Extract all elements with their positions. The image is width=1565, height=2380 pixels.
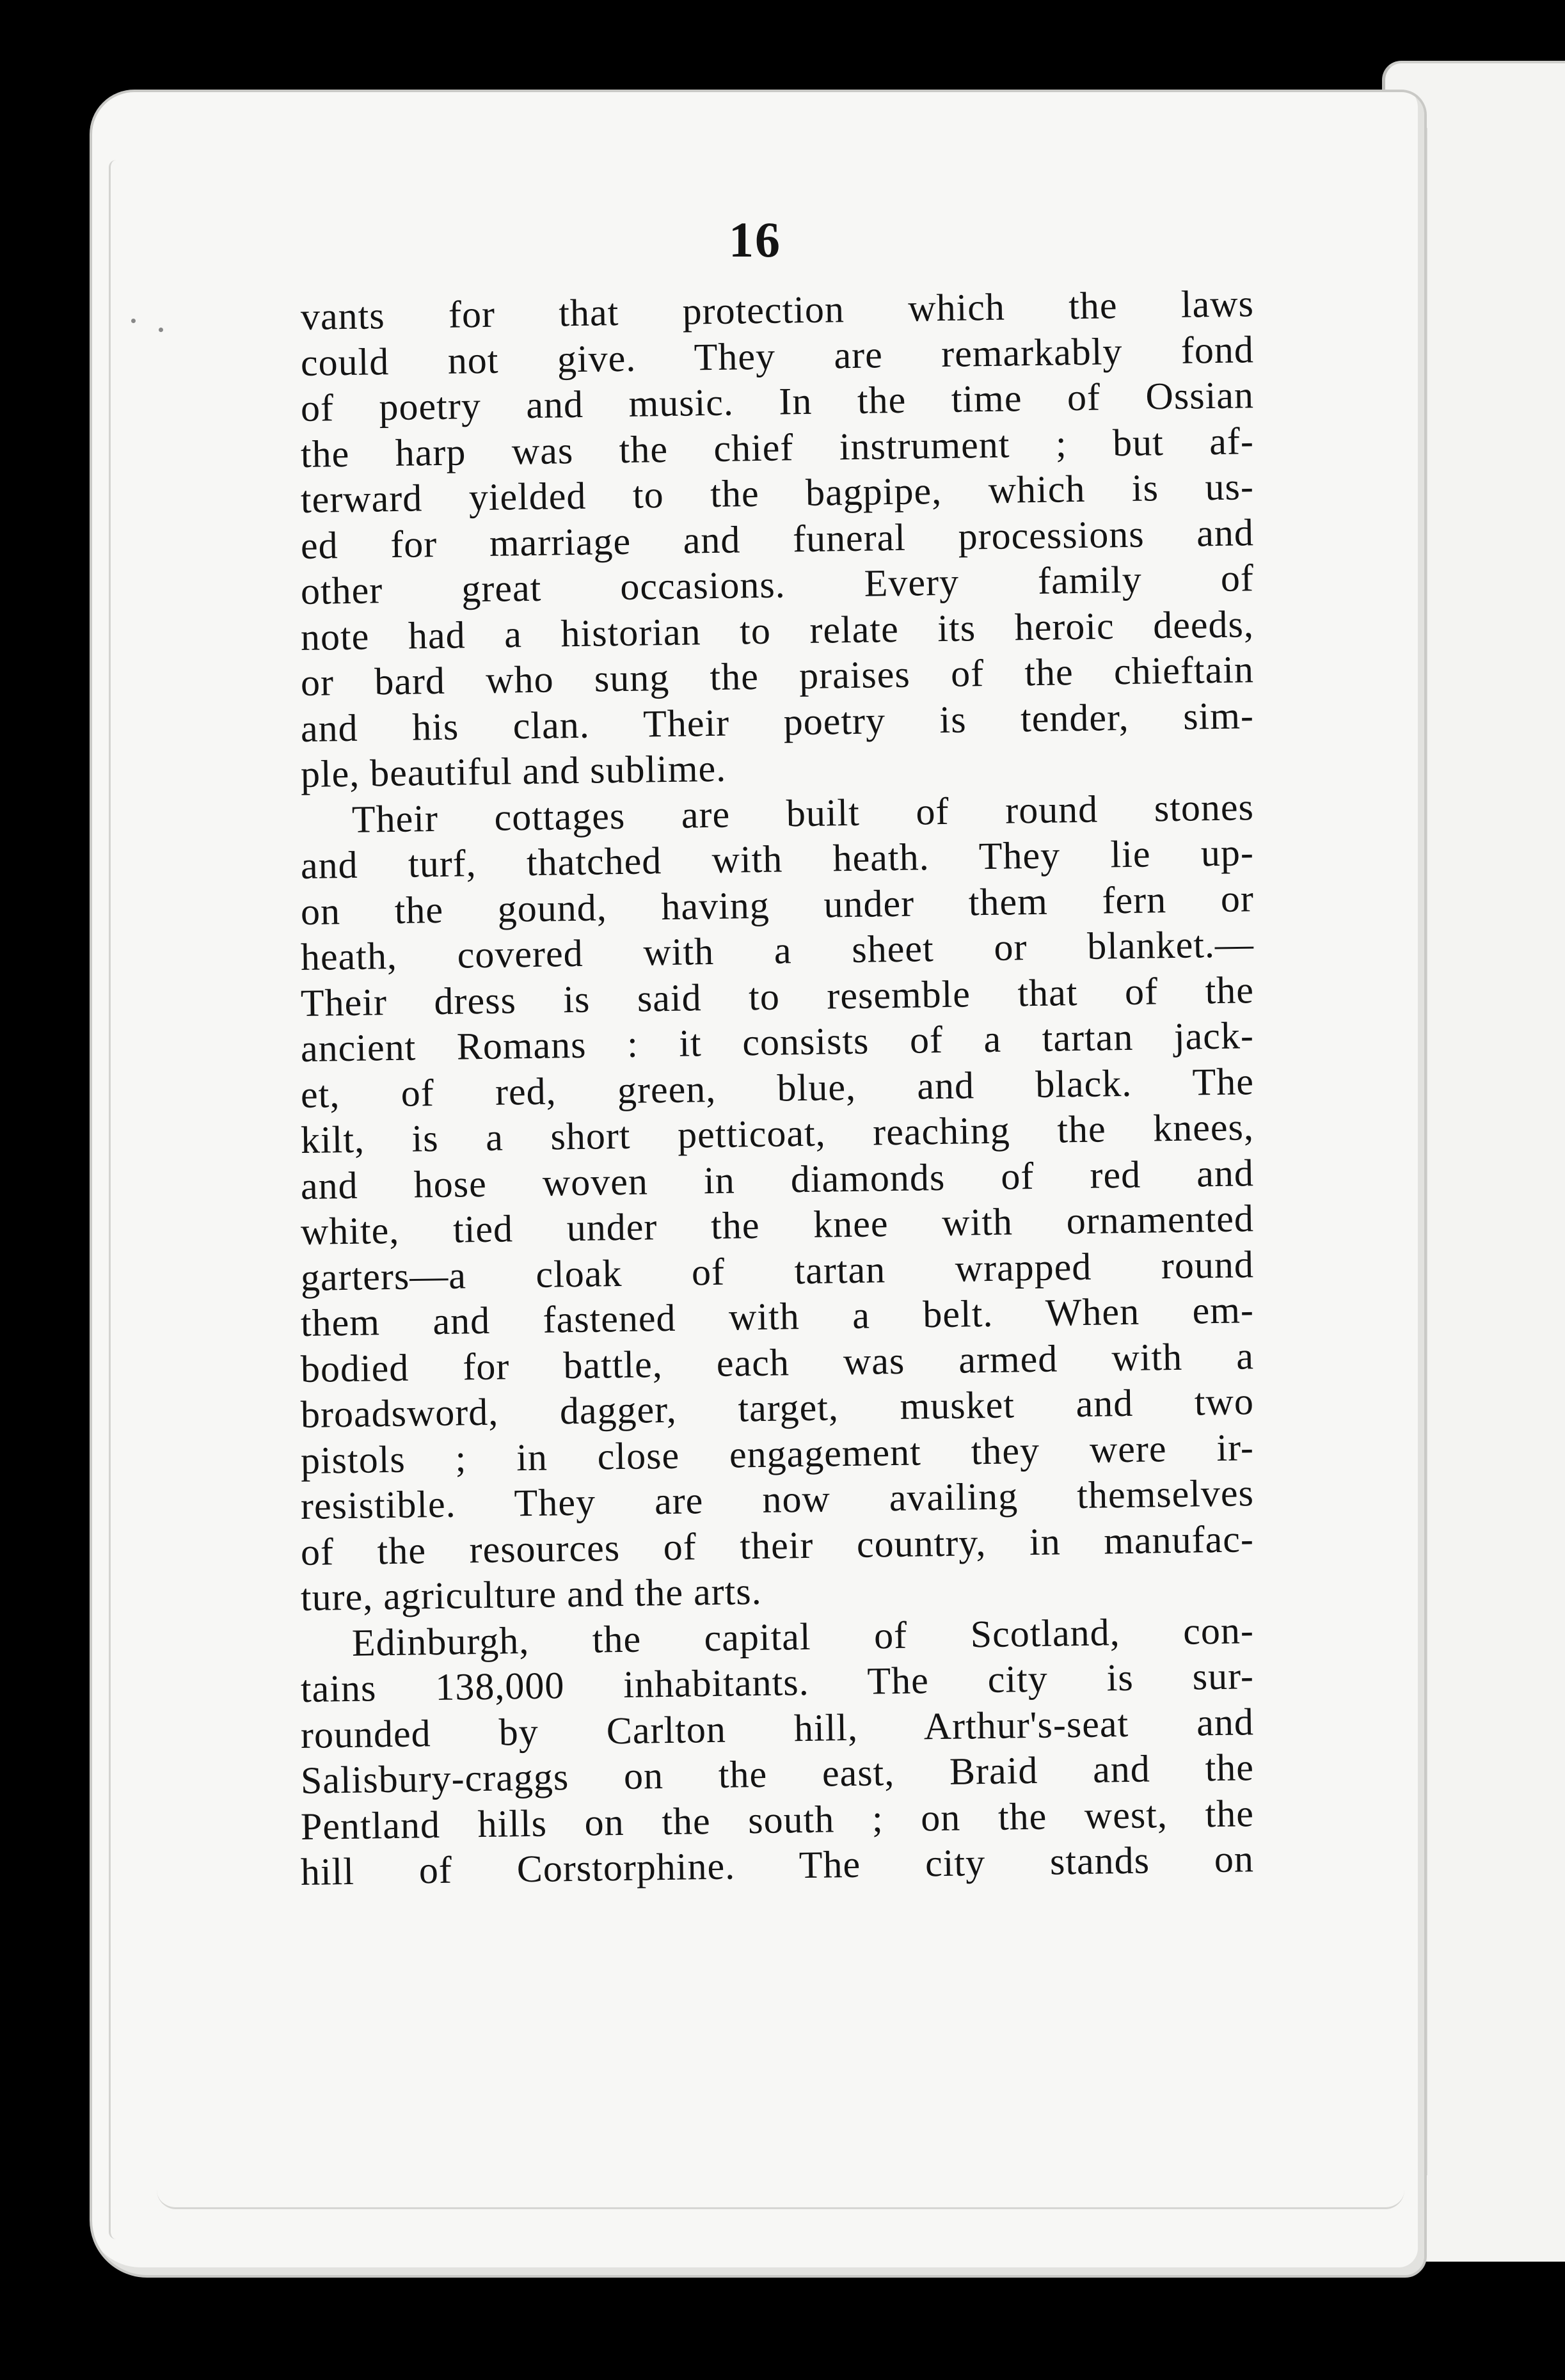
text-line: terward yielded to the bagpipe, which is us- (300, 465, 1255, 521)
text-line: garters—a cloak of tartan wrapped round (300, 1242, 1255, 1299)
text-line: bodied for battle, each was armed with a (300, 1334, 1255, 1390)
page-number: 16 (729, 212, 781, 267)
text-line: ture, agriculture and the arts. (300, 1569, 763, 1619)
text-line: rounded by Carlton hill, Arthur's-seat and (300, 1700, 1255, 1756)
text-line: of the resources of their country, in manufac- (300, 1517, 1255, 1573)
text-line: heath, covered with a sheet or blanket.— (300, 923, 1255, 978)
page-edge-bottom (157, 2169, 1404, 2209)
page-edge-left (109, 160, 123, 2239)
text-line: note had a historian to relate its heroic deeds, (300, 602, 1255, 658)
text-line: Their dress is said to resemble that of the (300, 968, 1255, 1024)
text-line: white, tied under the knee with ornamented (300, 1197, 1255, 1253)
text-line: and turf, thatched with heath. They lie up- (300, 831, 1255, 887)
text-line: resistible. They are now availing themselves (300, 1472, 1255, 1527)
text-line: ancient Romans : it consists of a tartan jack- (300, 1014, 1255, 1070)
text-line: vants for that protection which the laws (300, 282, 1255, 338)
text-line: them and fastened with a belt. When em- (300, 1289, 1255, 1344)
text-line: other great occasions. Every family of (300, 557, 1255, 612)
text-line: the harp was the chief instrument ; but af- (300, 419, 1255, 475)
text-line: or bard who sung the praises of the chieftain (300, 648, 1255, 704)
text-line: ple, beautiful and sublime. (300, 747, 727, 795)
text-line: of poetry and music. In the time of Ossian (300, 374, 1255, 429)
text-line: could not give. They are remarkably fond (300, 328, 1255, 384)
text-line: Their cottages are built of round stones (351, 785, 1255, 841)
text-line: pistols ; in close engagement they were ir- (300, 1425, 1255, 1482)
text-line: on the gound, having under them fern or (300, 877, 1255, 933)
text-line: Salisbury-craggs on the east, Braid and the (300, 1746, 1255, 1802)
text-line: et, of red, green, blue, and black. The (300, 1059, 1255, 1116)
speck-mark (131, 319, 136, 323)
text-line: hill of Corstorphine. The city stands on (300, 1837, 1255, 1893)
text-line: kilt, is a short petticoat, reaching the knees, (300, 1106, 1255, 1161)
speck-mark (159, 328, 163, 332)
body-text (300, 282, 1255, 1896)
text-line: broadsword, dagger, target, musket and two (300, 1380, 1255, 1436)
text-line: and his clan. Their poetry is tender, sim- (300, 694, 1255, 750)
text-line: ed for marriage and funeral processions and (300, 511, 1255, 567)
text-line: tains 138,000 inhabitants. The city is sur- (300, 1654, 1255, 1710)
text-line: Pentland hills on the south ; on the west, the (300, 1791, 1255, 1848)
text-line: and hose woven in diamonds of red and (300, 1151, 1255, 1207)
text-line: Edinburgh, the capital of Scotland, con- (351, 1608, 1255, 1664)
